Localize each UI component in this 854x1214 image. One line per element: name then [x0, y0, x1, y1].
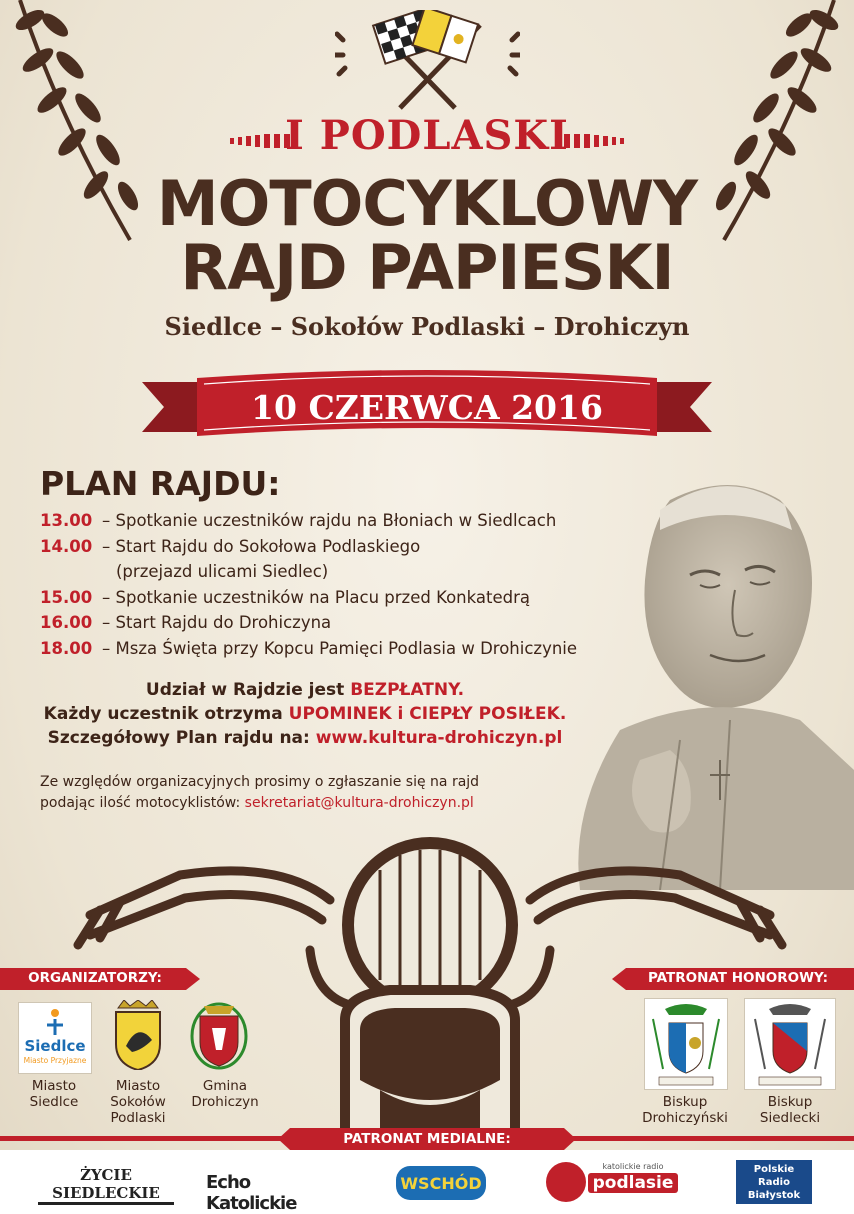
- caption-line: Gmina: [202, 1078, 248, 1094]
- organizers-label: ORGANIZATORZY:: [28, 970, 162, 986]
- email-link[interactable]: sekretariat@kultura-drohiczyn.pl: [244, 795, 474, 811]
- schedule-item: [40, 610, 660, 636]
- info-text: Udział w Rajdzie jest: [145, 680, 351, 700]
- polskie-radio-logo: [736, 1160, 812, 1204]
- organizer-caption: [98, 1078, 178, 1126]
- schedule-desc-continued: (przejazd ulicami Siedlec): [116, 562, 329, 581]
- schedule-time: 13.00: [40, 511, 93, 530]
- schedule-desc: – Spotkanie uczestników rajdu na Błoniach w Siedlcach: [102, 511, 557, 530]
- zycie-siedleckie-logo: ŻYCIE SIEDLECKIE: [38, 1166, 174, 1205]
- polskie-radio-text: Polskie: [753, 1164, 795, 1175]
- schedule-list: [40, 508, 660, 661]
- schedule-item: [40, 585, 660, 611]
- media-label: PATRONAT MEDIALNE:: [343, 1131, 511, 1147]
- note-line: podając ilość motocyklistów:: [40, 795, 245, 811]
- info-text: Szczegółowy Plan rajdu na:: [47, 728, 316, 748]
- patron-caption: [630, 1094, 740, 1126]
- caption-line: Biskup: [662, 1094, 708, 1110]
- patron-caption: [740, 1094, 840, 1126]
- drohiczyn-coat-of-arms-icon: [190, 1000, 248, 1070]
- gift-highlight: UPOMINEK i CIEPŁY POSIŁEK.: [288, 704, 567, 724]
- route-subtitle: Siedlce – Sokołów Podlaski – Drohiczyn: [164, 312, 690, 341]
- echo-katolickie-logo: Echo Katolickie: [206, 1172, 297, 1214]
- headline-line2a: MOTOCYKLOWY: [156, 167, 698, 240]
- registration-note: [40, 772, 600, 814]
- caption-line: Drohiczyński: [642, 1110, 728, 1126]
- organizer-caption: [14, 1078, 94, 1110]
- bishop-siedlce-crest-icon: [745, 999, 835, 1089]
- info-block: [20, 678, 590, 750]
- headline-line1: I PODLASKI: [285, 112, 569, 159]
- schedule-item: [40, 636, 660, 662]
- caption-line: Podlaski: [110, 1110, 166, 1126]
- radio-podlasie-logo: podlasie: [588, 1173, 678, 1193]
- polskie-radio-text: Białystok: [747, 1190, 801, 1201]
- schedule-desc: – Msza Święta przy Kopcu Pamięci Podlasia w Drohiczynie: [102, 638, 578, 658]
- schedule-time: 15.00: [40, 587, 93, 607]
- bishop-drohiczyn-coat-of-arms: [644, 998, 728, 1090]
- radio-podlasie-icon: [546, 1162, 586, 1202]
- schedule-desc: – Start Rajdu do Drohiczyna: [102, 613, 332, 632]
- sokolow-coat-of-arms-icon: [112, 1000, 164, 1070]
- schedule-desc: – Spotkanie uczestników na Placu przed Konkatedrą: [102, 587, 531, 607]
- plan-title: PLAN RAJDU:: [40, 464, 281, 503]
- caption-line: Biskup: [767, 1094, 813, 1110]
- headline-main: [0, 167, 854, 304]
- tv-wschod-logo: WSCHÓD: [400, 1174, 482, 1193]
- caption-line: Siedlce: [29, 1094, 79, 1110]
- caption-line: Miasto: [115, 1078, 161, 1094]
- schedule-time: 18.00: [40, 638, 93, 658]
- siedlce-logo-subtext: Miasto Przyjazne: [23, 1056, 87, 1065]
- caption-line: Drohiczyn: [191, 1094, 259, 1110]
- bishop-siedlce-coat-of-arms: [744, 998, 836, 1090]
- organizer-caption: [180, 1078, 270, 1110]
- website-link[interactable]: www.kultura-drohiczyn.pl: [315, 728, 563, 748]
- schedule-time: 14.00: [40, 536, 93, 556]
- caption-line: Siedlecki: [759, 1110, 821, 1126]
- siedlce-logo: [18, 1002, 92, 1074]
- caption-line: Miasto: [31, 1078, 77, 1094]
- info-text: Każdy uczestnik otrzyma: [43, 704, 289, 724]
- schedule-item: [40, 508, 660, 534]
- schedule-time: 16.00: [40, 613, 93, 632]
- radio-podlasie-tagline: katolickie radio: [602, 1162, 664, 1171]
- event-date: 10 CZERWCA 2016: [251, 388, 603, 427]
- schedule-item: [40, 534, 660, 560]
- bishop-drohiczyn-crest-icon: [645, 999, 727, 1089]
- polskie-radio-text: Radio: [758, 1177, 790, 1188]
- note-line: Ze względów organizacyjnych prosimy o zgłaszanie się na rajd: [40, 774, 480, 790]
- siedlce-logo-text: Siedlce: [24, 1037, 86, 1055]
- free-highlight: BEZPŁATNY.: [350, 680, 465, 700]
- schedule-desc: – Start Rajdu do Sokołowa Podlaskiego: [102, 536, 421, 556]
- crossed-flags-icon: [335, 10, 520, 110]
- caption-line: Sokołów: [110, 1094, 166, 1110]
- headline-line2b: RAJD PAPIESKI: [180, 231, 674, 304]
- patrons-label: PATRONAT HONOROWY:: [647, 970, 829, 986]
